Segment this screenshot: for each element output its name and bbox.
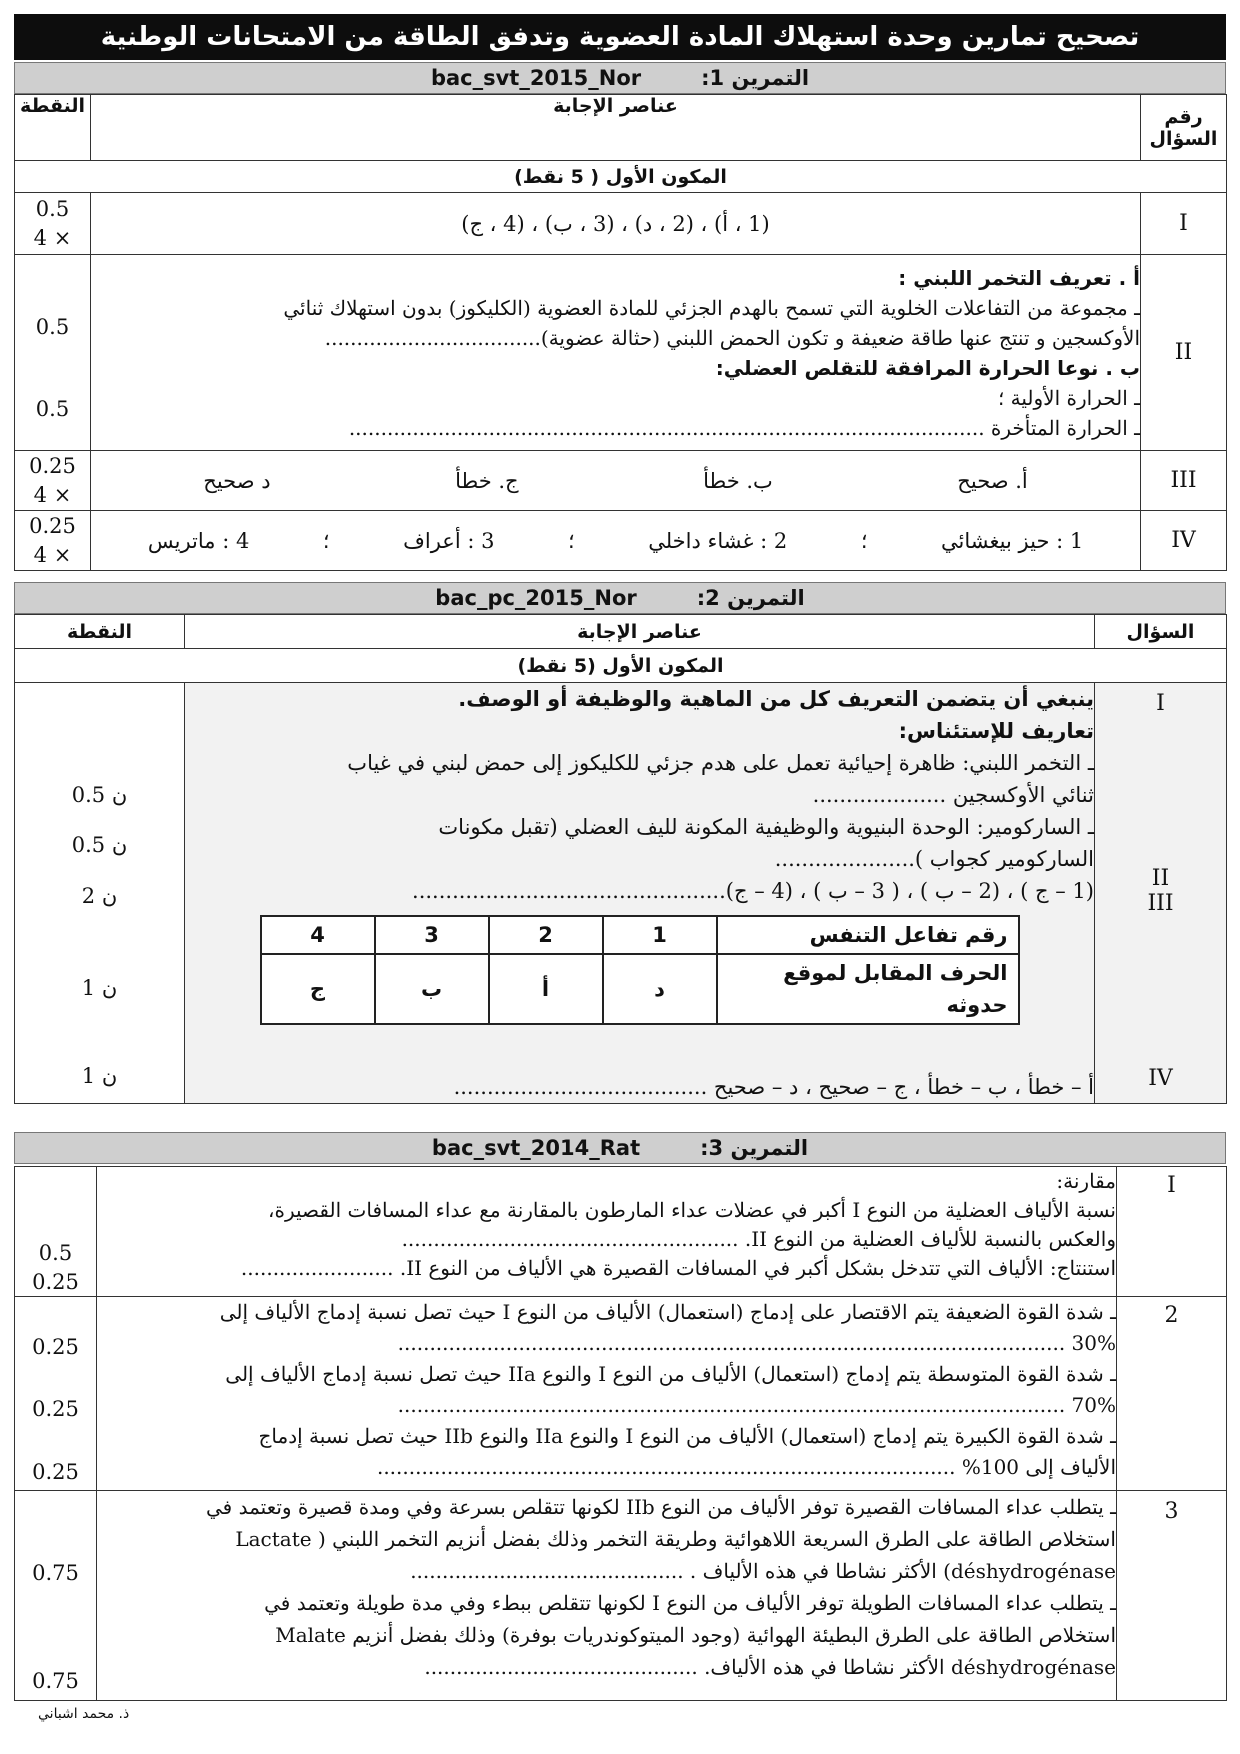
answer-line: ـ الحرارة المتأخرة .................................................................................................... — [348, 415, 1140, 440]
answer-cell — [91, 255, 1141, 451]
answer-item: 2 : غشاء داخلي — [648, 528, 788, 553]
question-number: II — [1141, 255, 1227, 451]
answer-cell — [91, 451, 1141, 511]
row-points — [15, 1297, 97, 1491]
question-number: III — [1141, 451, 1227, 511]
table-cell: أ — [489, 954, 603, 1024]
answer-item: د صحيح — [203, 468, 271, 493]
component-label: المكون الأول ( 5 نقط) — [15, 161, 1227, 193]
answer-line: ثنائي الأوكسجين .................... — [812, 783, 1094, 807]
answer-item: أ. صحيح — [957, 468, 1028, 493]
question-number: IV — [1141, 511, 1227, 571]
answer-line: 30% ......................................................................................................... — [397, 1331, 1116, 1355]
table-row — [15, 1167, 1227, 1297]
exercise-3-label: التمرين 3: — [700, 1136, 809, 1160]
points-value: 0.75 — [32, 1669, 79, 1694]
question-number: II — [1151, 866, 1170, 891]
answer-line: déshydrogénase الأكثر نشاطا في هذه الألياف. ........................................... — [424, 1655, 1116, 1679]
points-value: 0.5 ن — [71, 833, 128, 858]
row-points — [15, 683, 185, 1104]
answer-item: 1 : حيز بيغشائي — [941, 528, 1084, 553]
row-points — [15, 193, 91, 255]
points-value: 0.25 — [29, 454, 76, 479]
answer-line: تعاريف للإستئناس: — [898, 719, 1094, 743]
author-footer: ذ. محمد اشباني — [38, 1706, 130, 1722]
answer-line: ينبغي أن يتضمن التعريف كل من الماهية والوظيفة أو الوصف. — [458, 687, 1094, 711]
row-points — [15, 451, 91, 511]
answer-line: والعكس بالنسبة للألياف العضلية من النوع II. ..................................................... — [401, 1227, 1116, 1251]
answer-line: الساركومير كجواب )..................... — [774, 847, 1094, 871]
question-number: IV — [1148, 1066, 1173, 1091]
separator: ؛ — [567, 528, 575, 553]
points-value: 0.5 — [35, 397, 70, 422]
answer-line: مقارنة: — [1056, 1169, 1116, 1193]
points-multiplier: 4 × — [33, 225, 72, 250]
exercise-1-code: bac_svt_2015_Nor — [430, 66, 642, 90]
table-row — [15, 683, 1227, 1104]
table-row — [15, 255, 1227, 451]
table-cell: 2 — [489, 916, 603, 954]
points-value: 0.5 — [35, 197, 70, 222]
points-value: 0.75 — [32, 1561, 79, 1585]
answer-cell — [91, 511, 1141, 571]
points-value: 0.25 — [29, 514, 76, 539]
question-number: I — [1156, 691, 1165, 716]
row-points — [15, 511, 91, 571]
table-row — [15, 1491, 1227, 1701]
exercise-1-label: التمرين 1: — [701, 66, 810, 90]
points-value: 2 ن — [81, 883, 118, 908]
question-number: I — [1117, 1167, 1227, 1297]
exercise-2-label: التمرين 2: — [696, 586, 805, 610]
table-row — [15, 1297, 1227, 1491]
table-cell: ب — [375, 954, 489, 1024]
exercise-2-header — [14, 582, 1226, 614]
subquestion-title: ب . نوعا الحرارة المرافقة للتقلص العضلي: — [715, 355, 1140, 380]
exercise-2-code: bac_pc_2015_Nor — [435, 586, 637, 610]
table-header-cell: رقم تفاعل التنفس — [717, 916, 1019, 954]
answer-line: أ – خطأ ، ب – خطأ ، ج – صحيح ، د – صحيح ...................................... — [453, 1075, 1094, 1099]
answer-cell: (1 ، أ) ، (2 ، د) ، (3 ، ب) ، (4 ، ج) — [91, 193, 1141, 255]
exercise-1-table — [14, 94, 1227, 571]
answer-line: ـ شدة القوة الضعيفة يتم الاقتصار على إدماج (استعمال) الألياف من النوع I حيث تصل نسبة إدماج الألياف إلى — [219, 1300, 1116, 1324]
answer-line: الأوكسجين و تنتج عنها طاقة ضعيفة و تكون الحمض اللبني (حثالة عضوية).................................. — [324, 325, 1140, 350]
table-cell: 4 — [261, 916, 375, 954]
answer-item: 4 : ماتريس — [147, 528, 250, 553]
points-value: 1 ن — [81, 1064, 118, 1089]
answer-line: نسبة الألياف العضلية من النوع I أكبر في عضلات عداء المارطون بالمقارنة مع عداء المسافات القصيرة، — [268, 1198, 1116, 1222]
row-points — [15, 1167, 97, 1297]
answer-line: ـ التخمر اللبني: ظاهرة إحيائية تعمل على هدم جزئي للكليكوز إلى حمض لبني في غياب — [347, 751, 1094, 775]
points-header: النقطة — [15, 95, 91, 161]
table-row — [15, 451, 1227, 511]
question-number: 2 — [1117, 1297, 1227, 1491]
answers-header: عناصر الإجابة — [91, 95, 1141, 161]
answer-line: ـ الساركومير: الوحدة البنيوية والوظيفية المكونة لليف العضلي (تقبل مكونات — [438, 815, 1094, 839]
answer-line: 70% ......................................................................................................... — [397, 1393, 1116, 1417]
component-label: المكون الأول (5 نقط) — [15, 649, 1227, 683]
table-cell: د — [603, 954, 717, 1024]
table-cell: 1 — [603, 916, 717, 954]
table-header-cell: الحرف المقابل لموقع حدوثه — [717, 954, 1019, 1024]
answer-item: 3 : أعراف — [403, 528, 495, 553]
exercise-2-table — [14, 614, 1227, 1104]
table-row — [15, 511, 1227, 571]
points-value: 0.25 — [32, 1459, 79, 1484]
exercise-3-header — [14, 1132, 1226, 1164]
exercise-3-table — [14, 1166, 1227, 1701]
answer-line: ـ شدة القوة المتوسطة يتم إدماج (استعمال) الألياف من النوع I والنوع IIa حيث تصل نسبة إدماج الألياف إلى — [225, 1362, 1116, 1386]
answer-cell — [185, 683, 1095, 1104]
answer-line: ـ الحرارة الأولية ؛ — [997, 385, 1140, 410]
points-value: 0.5 — [35, 315, 70, 339]
question-number-header: رقم السؤال — [1141, 95, 1227, 161]
question-number: 3 — [1117, 1491, 1227, 1701]
answer-item: ب. خطأ — [703, 468, 773, 493]
separator: ؛ — [860, 528, 868, 553]
question-header: السؤال — [1095, 615, 1227, 649]
row-points — [15, 255, 91, 451]
points-multiplier: 4 × — [33, 542, 72, 567]
answer-line: ـ يتطلب عداء المسافات الطويلة توفر الألياف من النوع I لكونها تتقلص ببطء وفي مدة طويلة وتعتمد في — [264, 1591, 1116, 1615]
answer-line: استنتاج: الألياف التي تتدخل بشكل أكبر في المسافات القصيرة هي الألياف من النوع II. ........................ — [240, 1256, 1116, 1280]
answer-line: (1 – ج ) ، (2 – ب ) ، ( 3 – ب ) ، (4 – ج)............................................... — [412, 879, 1094, 903]
points-multiplier: 4 × — [33, 482, 72, 507]
separator: ؛ — [322, 528, 330, 553]
answer-line: ـ يتطلب عداء المسافات القصيرة توفر الألياف من النوع IIb لكونها تتقلص بسرعة وفي ومدة قصيرة وتعتمد في — [206, 1495, 1116, 1519]
points-header: النقطة — [15, 615, 185, 649]
table-cell: ج — [261, 954, 375, 1024]
exercise-1-header — [14, 62, 1226, 94]
answer-item: ج. خطأ — [455, 468, 519, 493]
answer-line: الألياف إلى 100% ........................................................................................... — [376, 1455, 1116, 1479]
points-value: 0.5 — [38, 1241, 73, 1266]
points-value: 0.25 — [32, 1397, 79, 1422]
table-row — [15, 193, 1227, 255]
answer-line: déshydrogénase) الأكثر نشاطا في هذه الألياف . ........................................... — [410, 1559, 1116, 1583]
answer-cell — [97, 1297, 1117, 1491]
exercise-3-code: bac_svt_2014_Rat — [431, 1136, 641, 1160]
row-points — [15, 1491, 97, 1701]
answer-line: استخلاص الطاقة على الطرق السريعة اللاهوائية وطريقة التخمر وذلك بفضل أنزيم التخمر اللبني ( Lactate — [235, 1527, 1116, 1551]
answer-cell — [97, 1491, 1117, 1701]
answer-line: استخلاص الطاقة على الطرق البطيئة الهوائية (وجود الميتوكوندريات بوفرة) وذلك بفضل أنزيم Malate — [275, 1623, 1116, 1647]
answer-line: ـ شدة القوة الكبيرة يتم إدماج (استعمال) الألياف من النوع I والنوع IIa والنوع IIb حيث تصل نسبة إدماج — [258, 1424, 1116, 1448]
points-value: 0.25 — [32, 1269, 79, 1294]
points-value: 0.5 ن — [71, 783, 128, 807]
question-number: I — [1141, 193, 1227, 255]
page-title: تصحيح تمارين وحدة استهلاك المادة العضوية وتدفق الطاقة من الامتحانات الوطنية — [14, 14, 1226, 60]
answer-cell — [97, 1167, 1117, 1297]
table-cell: 3 — [375, 916, 489, 954]
respiration-table — [260, 915, 1020, 1025]
answer-line: ـ مجموعة من التفاعلات الخلوية التي تسمح بالهدم الجزئي للمادة العضوية (الكليكوز) بدون استهلاك ثنائي — [283, 295, 1140, 320]
question-numbers — [1095, 683, 1227, 1104]
points-value: 0.25 — [32, 1335, 79, 1359]
subquestion-title: أ . تعريف التخمر اللبني : — [898, 265, 1140, 290]
answers-header: عناصر الإجابة — [185, 615, 1095, 649]
points-value: 1 ن — [81, 976, 118, 1001]
question-number: III — [1147, 891, 1174, 916]
